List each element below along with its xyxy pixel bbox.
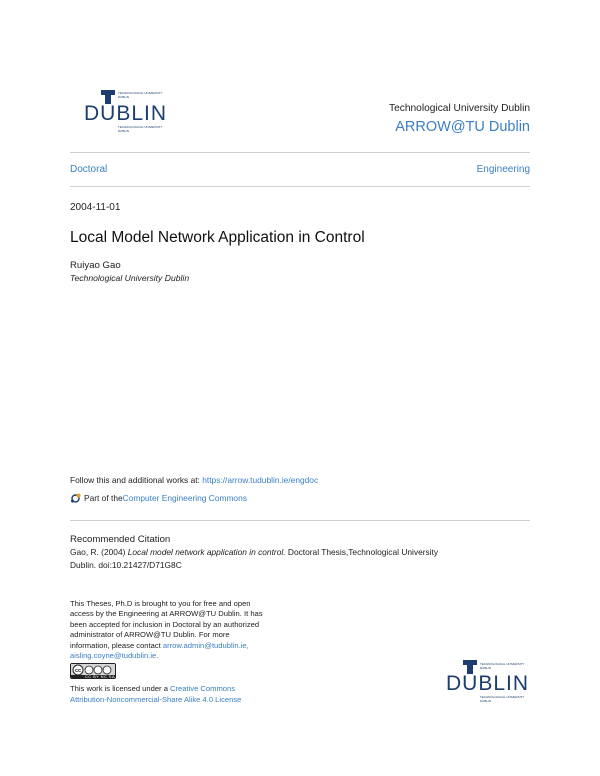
logo-word: DUBLIN xyxy=(84,102,168,125)
header-divider xyxy=(70,152,530,153)
logo-small-line-4: DUBLIN xyxy=(118,129,130,133)
citation-line-1 xyxy=(70,547,438,559)
university-name: Technological University Dublin xyxy=(389,103,530,114)
license-line-1 xyxy=(70,684,235,694)
logo-bottom-small-line-4: DUBLIN xyxy=(480,699,492,703)
follow-line xyxy=(70,475,318,487)
tu-dublin-logo-bottom xyxy=(446,660,528,706)
citation-line-2: Dublin. doi:10.21427/D71G8C xyxy=(70,560,182,570)
contact-email-1-link[interactable]: arrow.admin@tudublin.ie, xyxy=(162,640,249,650)
repository-link[interactable]: ARROW@TU Dublin xyxy=(395,119,530,135)
follow-text: Follow this and additional works at: xyxy=(70,475,203,485)
doc-title: Local Model Network Application in Control xyxy=(70,229,365,246)
notice-line: been accepted for inclusion in Doctoral by an authorized xyxy=(70,619,260,629)
logo-small-line-1: TECHNOLOGICAL UNIVERSITY xyxy=(118,91,163,95)
license-link-1[interactable]: Creative Commons xyxy=(170,684,236,693)
license-link-2[interactable]: Attribution-Noncommercial-Share Alike 4.0 License xyxy=(70,695,242,704)
cc-badge-text: CC BY NC SA xyxy=(85,674,115,679)
notice-line: administrator of ARROW@TU Dublin. For more xyxy=(70,630,230,640)
doc-affiliation: Technological University Dublin xyxy=(70,273,190,283)
nav-doctoral-link[interactable]: Doctoral xyxy=(70,164,108,175)
notice-line: access by the Engineering at ARROW@TU Dublin. It has xyxy=(70,609,263,619)
contact-email-2-link[interactable]: aisling.coyne@tudublin.ie. xyxy=(70,651,159,661)
citation-prefix: Gao, R. (2004) xyxy=(70,547,128,557)
part-of-prefix: Part of the xyxy=(84,493,123,503)
logo-bottom-small-line-3: TECHNOLOGICAL UNIVERSITY xyxy=(480,695,525,699)
cc-license-badge[interactable] xyxy=(70,663,116,679)
network-icon xyxy=(70,493,81,504)
license-prefix: This work is licensed under a xyxy=(70,684,171,693)
notice-contact-prefix: information, please contact xyxy=(70,640,163,650)
notice-contact-line xyxy=(70,641,310,651)
citation-title: Local model network application in control. xyxy=(127,547,286,557)
follow-url-link[interactable]: https://arrow.tudublin.ie/engdoc xyxy=(202,475,319,485)
part-of-line xyxy=(70,493,247,505)
notice-line: This Theses, Ph.D is brought to you for free and open xyxy=(70,599,251,608)
doc-date: 2004-11-01 xyxy=(70,202,121,213)
logo-bottom-small-line-2: DUBLIN xyxy=(480,666,492,670)
logo-small-line-2: DUBLIN xyxy=(118,95,130,99)
citation-rest: Doctoral Thesis,Technological University xyxy=(285,547,439,557)
notice-contact-line-2 xyxy=(70,651,310,661)
citation-divider xyxy=(70,520,530,521)
doc-author: Ruiyao Gao xyxy=(70,260,121,271)
notice-block xyxy=(70,599,310,661)
commons-link[interactable]: Computer Engineering Commons xyxy=(122,493,247,503)
logo-small-line-3: TECHNOLOGICAL UNIVERSITY xyxy=(118,125,163,129)
svg-text:cc: cc xyxy=(74,668,82,674)
nav-engineering-link[interactable]: Engineering xyxy=(476,164,530,175)
tu-dublin-logo-top xyxy=(84,88,166,136)
nav-divider xyxy=(70,186,530,187)
citation-heading: Recommended Citation xyxy=(70,534,171,545)
logo-bottom-word: DUBLIN xyxy=(446,672,530,695)
logo-bottom-small-line-1: TECHNOLOGICAL UNIVERSITY xyxy=(480,662,525,666)
